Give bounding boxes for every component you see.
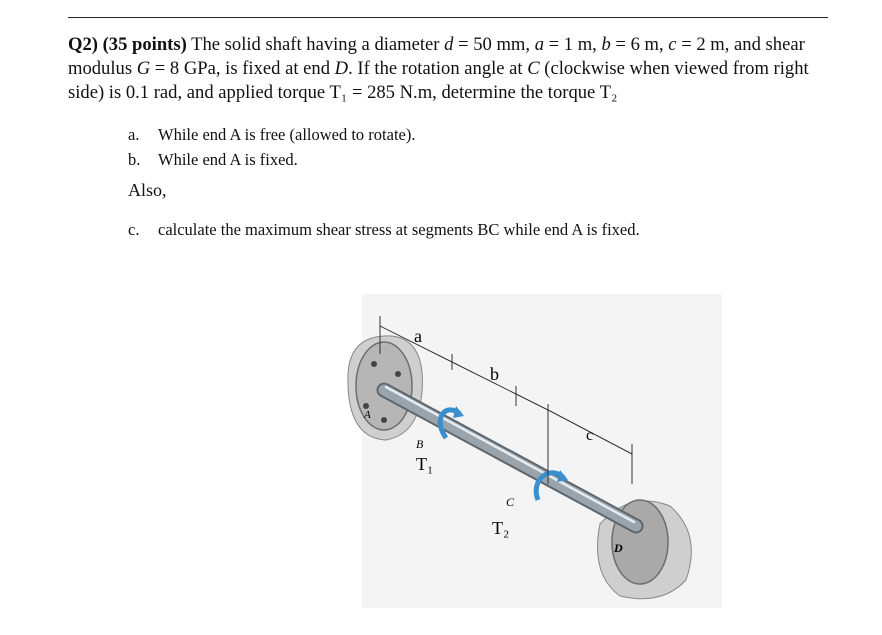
- list-item: [128, 147, 416, 172]
- list-item: [128, 220, 640, 240]
- point-label-a: A: [364, 409, 371, 421]
- point-label-d: D: [614, 541, 623, 555]
- problem-heading: Q2) (35 points): [68, 34, 187, 55]
- var-b: b: [601, 34, 611, 55]
- item-text: While end A is fixed.: [158, 150, 298, 169]
- point-label-b: B: [416, 437, 424, 451]
- c-value: = 2 m, and shear modulus: [68, 34, 805, 79]
- var-G: G: [136, 58, 151, 79]
- d-value: = 50 mm,: [453, 34, 535, 55]
- item-label: b.: [128, 150, 141, 169]
- dim-label-c: c: [586, 427, 594, 444]
- shaft-diagram: [340, 294, 722, 608]
- item-text: calculate the maximum shear stress at segments BC while end A is fixed.: [158, 220, 640, 239]
- dim-label-b: b: [490, 364, 499, 384]
- bolt-icon: [371, 361, 377, 367]
- problem-intro: The solid shaft having a diameter: [186, 34, 445, 55]
- var-d: d: [444, 34, 454, 55]
- question-list: [128, 122, 416, 172]
- problem-mid: . If the rotation angle at: [348, 58, 528, 79]
- var-a: a: [534, 34, 544, 55]
- bolt-icon: [395, 371, 401, 377]
- item-label: a.: [128, 125, 140, 144]
- problem-statement: [68, 33, 838, 105]
- b-value: = 6 m,: [610, 34, 669, 55]
- point-label-c: C: [506, 495, 515, 509]
- var-C: C: [527, 58, 540, 79]
- item-label: c.: [128, 220, 140, 239]
- list-item: [128, 122, 416, 147]
- torque-label-t1: T₁: [416, 454, 434, 474]
- bolt-icon: [381, 417, 387, 423]
- torque-label-t2: T₂: [492, 518, 510, 538]
- dim-label-a: a: [414, 326, 422, 346]
- a-value: = 1 m,: [543, 34, 602, 55]
- top-rule: [68, 17, 828, 18]
- shaft-figure: [340, 294, 722, 608]
- var-c: c: [668, 34, 677, 55]
- G-value: = 8 GPa, is fixed at end: [150, 58, 335, 79]
- var-D: D: [334, 58, 349, 79]
- also-text: Also,: [128, 180, 167, 200]
- problem-tail: (clockwise when viewed from right side) is 0.1 rad, and applied torque T₁ = 285 N.m, determine the torque T₂: [68, 58, 809, 103]
- item-text: While end A is free (allowed to rotate).: [158, 125, 416, 144]
